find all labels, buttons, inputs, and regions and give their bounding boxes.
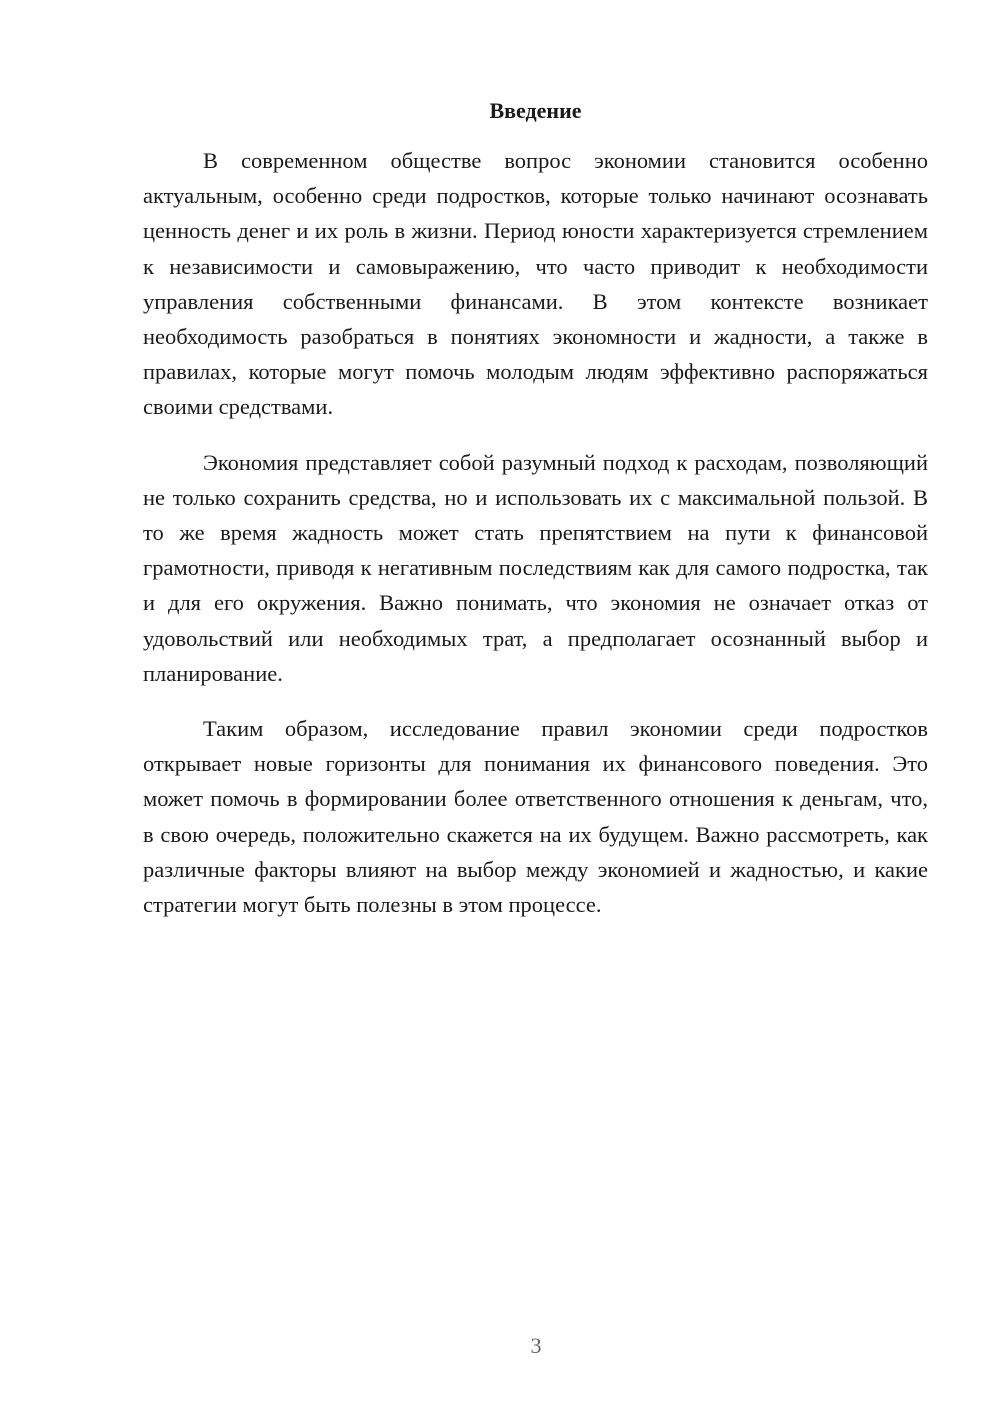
paragraph-1: В современном обществе вопрос экономии становится особенно актуальным, особенно среди подростков, которые только начинают осознавать ценность денег и их роль в жизни. Период юности характеризуется стремлением к независимости и самовыражению, что часто приводит к необходимости управления собственными финансами. В этом контексте возникает необходимость разобраться в понятиях экономности и жадности, а также в правилах, которые могут помочь молодым людям эффективно распоряжаться своими средствами. [143, 148, 928, 420]
page-number: 3 [530, 1333, 542, 1358]
section-title: Введение [489, 98, 582, 123]
page-content [143, 95, 928, 942]
paragraph-3: Таким образом, исследование правил экономии среди подростков открывает новые горизонты для понимания их финансового поведения. Это может помочь в формировании более ответственного отношения к деньгам, что, в свою очередь, положительно скажется на их будущем. Важно рассмотреть, как различные факторы влияют на выбор между экономией и жадностью, и какие стратегии могут быть полезны в этом процессе. [143, 716, 928, 918]
paragraph-2: Экономия представляет собой разумный подход к расходам, позволяющий не только сохранить средства, но и использовать их с максимальной пользой. В то же время жадность может стать препятствием на пути к финансовой грамотности, приводя к негативным последствиям как для самого подростка, так и для его окружения. Важно понимать, что экономия не означает отказ от удовольствий или необходимых трат, а предполагает осознанный выбор и планирование. [143, 449, 928, 686]
